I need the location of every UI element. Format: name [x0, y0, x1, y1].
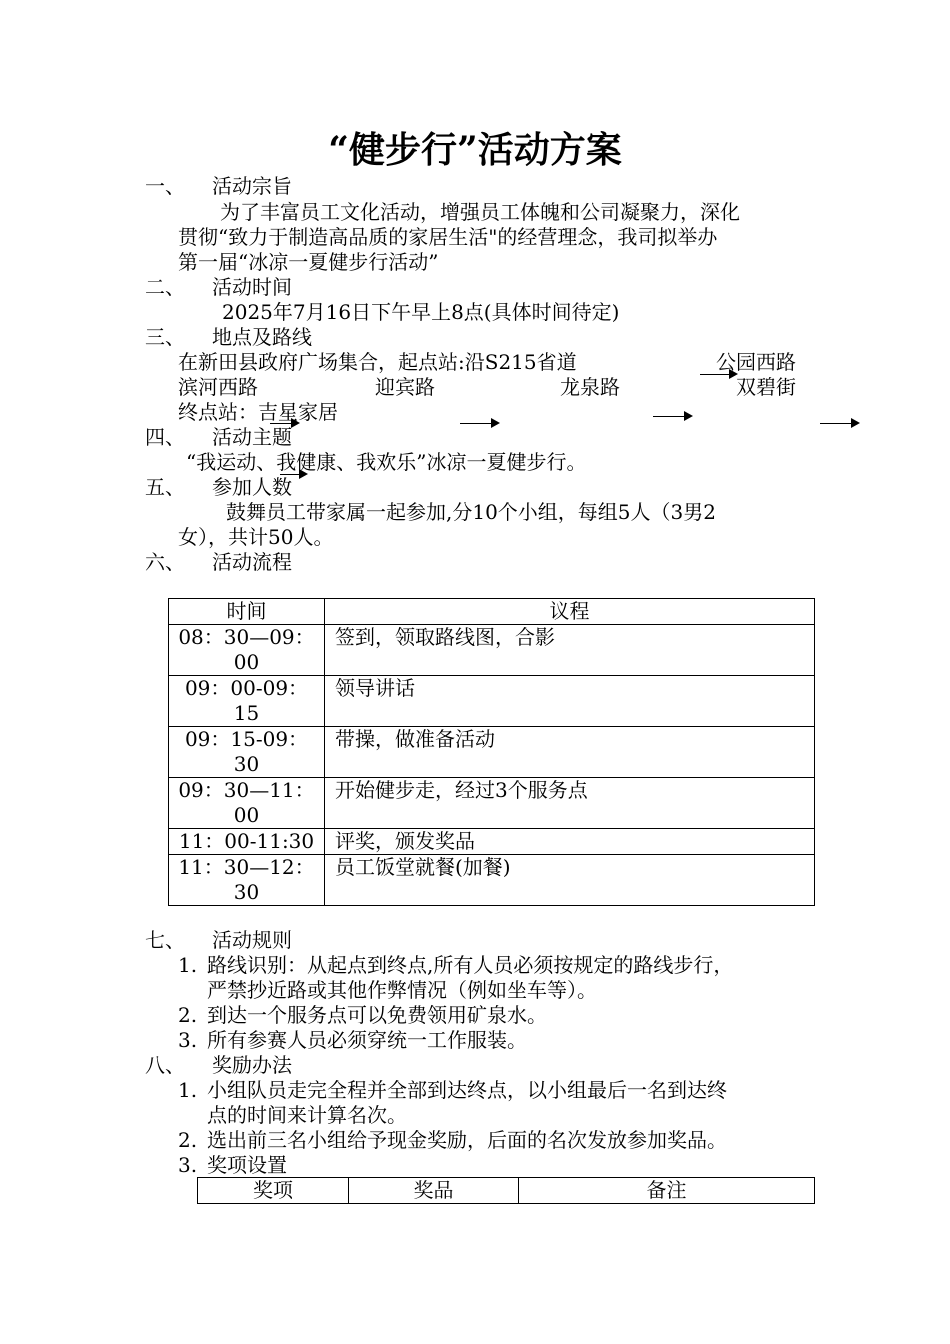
schedule-agenda-cell: 领导讲话 [325, 676, 815, 727]
table-row [169, 625, 815, 676]
route-stop-park-west: 公园西路 [716, 350, 796, 374]
awards-header-notes: 备注 [519, 1178, 815, 1204]
time-line-1: 11：30—12： [178, 855, 315, 879]
time-line-1: 09：30—11： [178, 778, 315, 802]
awards-header-prize: 奖品 [349, 1178, 519, 1204]
time-line-1: 09：00-09： [184, 676, 309, 700]
time-line-2: 00 [233, 650, 260, 674]
awards-header-row [198, 1178, 815, 1204]
section-2-number: 二、 [145, 275, 185, 299]
section-1-line-2: 贯彻“致力于制造高品质的家居生活"的经营理念，我司拟举办 [178, 225, 718, 249]
schedule-time-cell [169, 676, 325, 727]
schedule-time-cell [169, 625, 325, 676]
route-end-station: 终点站：吉星家居 [178, 400, 338, 424]
section-6-number: 六、 [145, 550, 185, 574]
route-arrow-2 [460, 423, 498, 424]
schedule-agenda-cell: 员工饭堂就餐(加餐) [325, 855, 815, 906]
table-row [169, 855, 815, 906]
table-row [169, 727, 815, 778]
schedule-time-cell [169, 829, 325, 855]
section-3-number: 三、 [145, 325, 185, 349]
rule-3-number: 3. [178, 1028, 198, 1052]
schedule-header-row [169, 599, 815, 625]
awards-header-award: 奖项 [198, 1178, 349, 1204]
route-stop-longquan: 龙泉路 [560, 375, 620, 399]
section-2-heading: 活动时间 [212, 275, 292, 299]
time-line-2: 00 [233, 803, 260, 827]
section-6-heading: 活动流程 [212, 550, 292, 574]
section-8-number: 八、 [145, 1053, 185, 1077]
time-line-1: 09：15-09： [184, 727, 309, 751]
time-line-1: 11：00-11:30 [178, 829, 315, 853]
route-stop-shuangbi: 双碧街 [736, 375, 796, 399]
section-1-heading: 活动宗旨 [212, 174, 292, 198]
section-3-heading: 地点及路线 [212, 325, 312, 349]
section-4-number: 四、 [145, 425, 185, 449]
schedule-agenda-cell: 签到，领取路线图，合影 [325, 625, 815, 676]
schedule-header-agenda: 议程 [325, 599, 815, 625]
time-line-1: 08：30—09： [178, 625, 315, 649]
table-row [169, 676, 815, 727]
time-line-2: 30 [233, 880, 260, 904]
schedule-time-cell [169, 855, 325, 906]
reward-1-line-1: 小组队员走完全程并全部到达终点，以小组最后一名到达终 [207, 1078, 727, 1102]
schedule-table [168, 598, 815, 906]
reward-1-number: 1. [178, 1078, 198, 1102]
table-row [169, 829, 815, 855]
section-7-heading: 活动规则 [212, 928, 292, 952]
participants-line-1: 鼓舞员工带家属一起参加,分10个小组，每组5人（3男2 [226, 500, 716, 524]
section-8-heading: 奖励办法 [212, 1053, 292, 1077]
section-7-number: 七、 [145, 928, 185, 952]
section-5-number: 五、 [145, 475, 185, 499]
section-5-heading: 参加人数 [212, 475, 292, 499]
table-row [169, 778, 815, 829]
schedule-time-cell [169, 778, 325, 829]
route-arrow-5 [270, 423, 298, 424]
time-line-2: 15 [233, 701, 260, 725]
page-title: “健步行”活动方案 [328, 129, 622, 171]
rule-2-text: 到达一个服务点可以免费领用矿泉水。 [207, 1003, 547, 1027]
reward-3-number: 3. [178, 1153, 198, 1177]
route-stop-binhe: 滨河西路 [178, 375, 258, 399]
awards-table [197, 1177, 815, 1204]
route-arrow-4 [820, 423, 858, 424]
schedule-agenda-cell: 带操，做准备活动 [325, 727, 815, 778]
activity-theme-text: “我运动、我健康、我欢乐”冰凉一夏健步行。 [186, 450, 587, 474]
activity-time-text: 2025年7月16日下午早上8点(具体时间待定) [222, 300, 620, 324]
reward-2-number: 2. [178, 1128, 198, 1152]
schedule-header-time: 时间 [169, 599, 325, 625]
time-line-2: 30 [233, 752, 260, 776]
participants-line-2: 女），共计50人。 [178, 525, 334, 549]
route-line-1: 在新田县政府广场集合，起点站:沿S215省道 [178, 350, 577, 374]
rule-3-text: 所有参赛人员必须穿统一工作服装。 [207, 1028, 527, 1052]
route-arrow-1 [700, 374, 736, 375]
schedule-time-cell [169, 727, 325, 778]
section-1-line-3: 第一届“冰凉一夏健步行活动” [178, 250, 439, 274]
reward-2-text: 选出前三名小组给予现金奖励，后面的名次发放参加奖品。 [207, 1128, 727, 1152]
rule-2-number: 2. [178, 1003, 198, 1027]
rule-1-line-1: 路线识别：从起点到终点,所有人员必须按规定的路线步行， [207, 953, 734, 977]
section-1-line-1: 为了丰富员工文化活动，增强员工体魄和公司凝聚力，深化 [220, 200, 740, 224]
reward-3-text: 奖项设置 [207, 1153, 287, 1177]
reward-1-line-2: 点的时间来计算名次。 [207, 1103, 407, 1127]
route-arrow-3 [653, 416, 691, 417]
rule-1-line-2: 严禁抄近路或其他作弊情况（例如坐车等）。 [207, 978, 597, 1002]
schedule-agenda-cell: 评奖，颁发奖品 [325, 829, 815, 855]
section-4-heading: 活动主题 [212, 425, 292, 449]
rule-1-number: 1. [178, 953, 198, 977]
section-1-number: 一、 [145, 174, 185, 198]
route-stop-yingbin: 迎宾路 [375, 375, 435, 399]
schedule-agenda-cell: 开始健步走，经过3个服务点 [325, 778, 815, 829]
